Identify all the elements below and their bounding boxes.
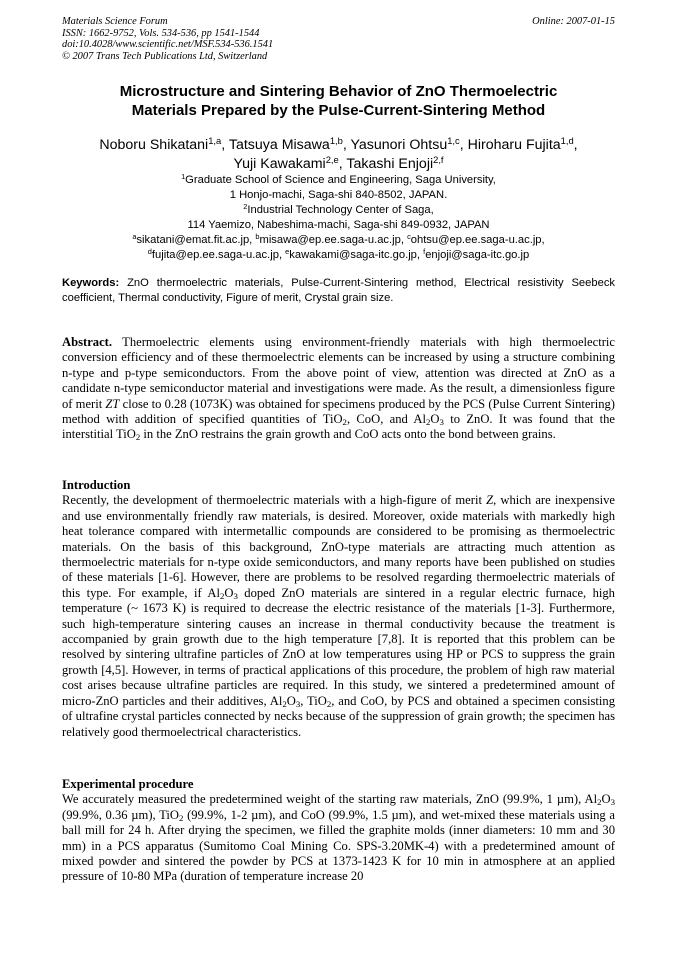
email-link[interactable]: sikatani@emat.fit.ac.jp	[136, 233, 250, 246]
body-text: (99.9%, 0.36 µm), TiO	[62, 807, 179, 822]
author-name: Tatsuya Misawa	[228, 137, 330, 153]
email-mark: e	[285, 246, 290, 256]
affiliation-1-line-2: 1 Honjo-machi, Saga-shi 840-8502, JAPAN.	[229, 188, 448, 201]
affiliations	[62, 173, 615, 262]
abstract	[62, 335, 615, 443]
email-link[interactable]: fujita@ep.ee.saga-u.ac.jp	[151, 248, 279, 261]
author-name: Hiroharu Fujita	[467, 137, 561, 153]
introduction-section	[62, 478, 615, 740]
body-text: Recently, the development of thermoelectric materials with a high-figure of merit	[62, 493, 482, 508]
abstract-text: O	[430, 412, 440, 427]
body-text: (99.9%, 1-2 µm), and CoO (99.9%, 1.5 µm), and wet-mixed these materials using a ball mill for 24 h. After drying the specimen, we filled the graphite molds (inner diameters: 10 mm and 30 mm) in a PCS apparatus (Sumitomo Coal Mining Co. SPS-3.20MK-4) with a predetermined amount of mixed powder and sintered the powder by PCS at 1373-1423 K for 10 min in atmosphere at an applied pressure of 10-80 MPa (duration of temperature increase 20	[62, 807, 615, 884]
online-date: Online: 2007-01-15	[532, 16, 615, 27]
abstract-zt: ZT	[105, 396, 120, 411]
subscript: 2	[135, 432, 141, 443]
body-text: , which are inexpensive and use environmentally friendly raw materials, is desired. Moreover, oxide materials with markedly high heat tolerance compared with intermetallic compounds are considered to be promising as thermoelectric materials. On the basis of this background, ZnO-type materials are attracting much attention as thermoelectric materials for n-type oxide semiconductors, and many reports have been published on studies of these materials [1-6]. However, there are problems to be resolved regarding thermoelectric materials of this type. For example, if Al	[62, 493, 615, 600]
email-link[interactable]: enjoji@saga-itc.go.jp	[425, 248, 530, 261]
title-line-1: Microstructure and Sintering Behavior of ZnO Thermoelectric	[119, 83, 558, 100]
keywords-text: ZnO thermoelectric materials, Pulse-Current-Sintering method, Electrical resistivity Seebeck coefficient, Thermal conductivity, Figure of merit, Crystal grain size.	[62, 277, 616, 304]
subscript: 3	[610, 797, 615, 808]
subscript: 2	[282, 698, 287, 709]
email-mark: d	[147, 246, 152, 256]
body-text: doped ZnO materials are sintered in a regular electric furnace, high temperature (~ 1673 K) is required to decrease the electric resistance of the materials [1-3]. Furthermore, such high-temperature sintering causes an increase in thermal conductivity because the treatment is accompanied by grain growth due to the high temperature [7,8]. It is reported that this problem can be resolved by sintering ultrafine particles of ZnO at low temperatures using HP or PCS to suppress the grain growth [4,5]. However, in terms of practical applications of this procedure, the problem of high raw material cost arises because ultrafine particles are required. In this study, we sintered a predetermined amount of micro-ZnO particles and their additives, Al	[62, 585, 615, 708]
journal-copyright: © 2007 Trans Tech Publications Ltd, Switzerland	[62, 50, 268, 62]
journal-doi: doi:10.4028/www.scientific.net/MSF.534-536.1541	[62, 39, 274, 51]
affiliation-2-line-2: 114 Yaemizo, Nabeshima-machi, Saga-shi 849-0932, JAPAN	[187, 218, 490, 231]
subscript: 3	[295, 698, 301, 709]
body-z: Z	[486, 493, 494, 508]
email-link[interactable]: misawa@ep.ee.saga-u.ac.jp	[259, 233, 401, 246]
author-line-1: Noboru Shikatani$^{1,a}$, Tatsuya Misawa$^{1,b}$, Yasunori Ohtsu$^{1,c}$, Hiroharu Fujita$^{1,d}$,	[99, 135, 578, 153]
journal-header	[62, 16, 615, 62]
email-link[interactable]: kawakami@saga-itc.go.jp	[289, 248, 417, 261]
author-mark: 2,f	[433, 154, 444, 165]
email-line-2: $^d$fujita@ep.ee.saga-u.ac.jp, $^e$kawakami@saga-itc.go.jp, $^f$enjoji@saga-itc.go.jp	[147, 246, 530, 261]
email-mark: b	[255, 231, 260, 241]
body-text: We accurately measured the predetermined weight of the starting raw materials, ZnO (99.9%, 1 µm), Al	[62, 792, 598, 807]
subscript: 2	[219, 591, 225, 602]
author-line-2: Yuji Kawakami$^{2,e}$, Takashi Enjoji$^{2,f}$	[233, 154, 444, 172]
email-mark: c	[407, 231, 411, 241]
paper-title	[62, 82, 615, 120]
email-link[interactable]: ohtsu@ep.ee.saga-u.ac.jp	[410, 233, 542, 246]
subscript: 2	[426, 417, 431, 428]
author-name: Yuji Kawakami	[233, 156, 326, 172]
journal-name: Materials Science Forum	[62, 16, 168, 27]
abstract-text: Thermoelectric elements using environment-friendly materials with high thermoelectric conversion efficiency and of these thermoelectric elements can be increased by using a structure combining n-type and p-type semiconductors. From the above point of view, attention was directed at ZnO as a candidate n-type semiconductor material and investigations were made. As the result, a dimensionless figure of merit	[62, 335, 616, 411]
subscript: 2	[326, 698, 332, 709]
body-text: , and CoO, by PCS and obtained a specimen consisting of ultrafine crystal particles connected by necks because of the suppression of grain growth; the specimen has relatively good thermoelectrical characteristics.	[62, 693, 615, 739]
experimental-heading: Experimental procedure	[62, 777, 194, 791]
author-mark: 1,d	[560, 135, 574, 146]
email-mark: a	[132, 231, 137, 241]
subscript: 3	[439, 417, 444, 428]
author-list	[62, 136, 615, 174]
affiliation-1-line-1	[62, 173, 615, 188]
author-mark: 1,c	[447, 135, 460, 146]
author-mark: 1,a	[208, 135, 222, 146]
introduction-heading: Introduction	[62, 478, 131, 492]
subscript: 3	[233, 591, 238, 602]
author-name: Noboru Shikatani	[99, 137, 209, 153]
email-line-1: $^a$sikatani@emat.fit.ac.jp, $^b$misawa@ep.ee.saga-u.ac.jp, $^c$ohtsu@ep.ee.saga-u.ac.jp,	[132, 231, 545, 246]
body-text: O	[601, 792, 611, 807]
affiliation-text: Industrial Technology Center of Saga,	[247, 203, 434, 216]
keywords	[62, 276, 615, 306]
subscript: 2	[597, 797, 602, 808]
abstract-label: Abstract.	[62, 335, 113, 349]
body-text: O	[286, 693, 296, 708]
keywords-label: Keywords:	[62, 277, 120, 289]
affiliation-mark: 1	[181, 171, 186, 181]
affiliation-2-line-1	[62, 203, 615, 218]
body-text: , TiO	[300, 693, 327, 708]
author-name: Takashi Enjoji	[346, 156, 434, 172]
experimental-section	[62, 777, 615, 885]
affiliation-mark: 2	[243, 201, 248, 211]
affiliation-text: Graduate School of Science and Engineering, Saga University,	[185, 174, 496, 186]
journal-issn: ISSN: 1662-9752, Vols. 534-536, pp 1541-1544	[62, 27, 260, 39]
abstract-text: close to 0.28 (1073K) was obtained for specimens produced by the PCS (Pulse Current Sintering) method with addition of specified quantities of TiO	[62, 396, 616, 427]
subscript: 2	[342, 417, 347, 428]
abstract-text: , CoO, and Al	[346, 412, 427, 427]
email-mark: f	[423, 246, 426, 256]
author-mark: 2,e	[325, 154, 339, 165]
abstract-text: to ZnO. It was found that the interstitial TiO	[62, 412, 615, 442]
title-line-2: Materials Prepared by the Pulse-Current-Sintering Method	[131, 102, 546, 119]
author-name: Yasunori Ohtsu	[350, 137, 448, 153]
abstract-text: in the ZnO restrains the grain growth and CoO acts onto the bond between grains.	[143, 427, 556, 442]
author-mark: 1,b	[329, 135, 343, 146]
subscript: 2	[178, 813, 184, 824]
body-text: O	[224, 585, 234, 600]
